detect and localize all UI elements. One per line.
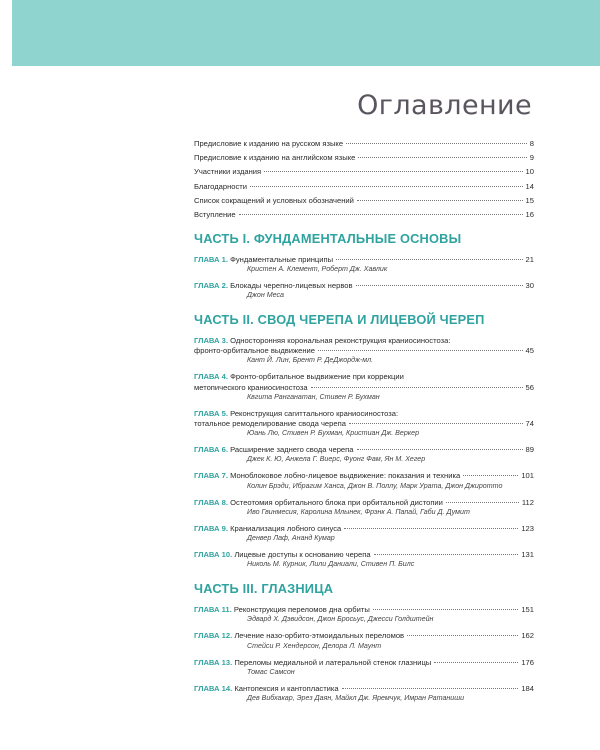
dot-leader	[374, 554, 519, 555]
table-of-contents	[194, 140, 534, 710]
page-number: 45	[525, 346, 534, 356]
chapter-title-row[interactable]	[194, 605, 534, 615]
chapter-number: ГЛАВА 9.	[194, 523, 228, 533]
front-matter-item[interactable]	[194, 211, 534, 219]
dot-leader	[250, 186, 523, 187]
toc-entry-text: Моноблоковое лобно-лицевое выдвижение: показания и техника	[230, 471, 461, 481]
chapter-entry[interactable]	[194, 445, 534, 464]
front-matter-item[interactable]	[194, 183, 534, 191]
chapter-title-row[interactable]	[194, 445, 534, 455]
chapter-prefix	[194, 605, 234, 614]
page-number: 15	[525, 195, 534, 205]
front-matter-item[interactable]	[194, 140, 534, 148]
dot-leader	[446, 502, 519, 503]
chapter-authors: Денвер Лаф, Ананд Кумар	[247, 533, 335, 542]
chapter-entry[interactable]	[194, 409, 534, 438]
chapter-number: ГЛАВА 5.	[194, 408, 228, 418]
part-heading: ЧАСТЬ II. СВОД ЧЕРЕПА И ЛИЦЕВОЙ ЧЕРЕП	[194, 311, 485, 327]
dot-leader	[342, 688, 519, 689]
chapter-authors: Дев Вибхакар, Эрез Даян, Майкл Дж. Яремчук, Имран Ратаниши	[247, 693, 465, 702]
chapter-authors: Эдвард Х. Дэвидсон, Джон Бросьус, Джесси Голдштейн	[247, 615, 434, 624]
toc-entry-text: метопического краниосиностоза	[194, 382, 308, 392]
toc-entry-text: Вступление	[194, 209, 236, 219]
toc-entry-label	[194, 605, 370, 615]
chapter-title-row[interactable]	[194, 383, 534, 393]
chapter-prefix	[194, 524, 230, 533]
chapter-entry[interactable]	[194, 372, 534, 401]
chapter-number: ГЛАВА 13.	[194, 657, 233, 667]
toc-entry-label	[194, 550, 371, 560]
part-section	[194, 231, 534, 300]
toc-entry-text: Список сокращений и условных обозначений	[194, 195, 354, 205]
page-number: 16	[525, 209, 534, 219]
chapter-entry[interactable]	[194, 255, 534, 274]
chapter-title-row[interactable]	[194, 419, 534, 429]
chapter-title-line	[194, 409, 534, 419]
chapter-title-row[interactable]	[194, 631, 534, 641]
toc-entry-label	[194, 140, 343, 148]
chapter-number: ГЛАВА 6.	[194, 445, 228, 455]
chapter-title-row[interactable]	[194, 281, 534, 291]
dot-leader	[264, 171, 522, 172]
chapter-authors: Иво Гвинмесия, Каролина Млынек, Фрэнк А. Папай, Габи Д. Думит	[247, 507, 470, 516]
chapter-entry[interactable]	[194, 498, 534, 517]
page-number: 184	[521, 683, 534, 693]
toc-entry-label	[194, 524, 341, 534]
dot-leader	[463, 475, 518, 476]
chapter-entry[interactable]	[194, 605, 534, 624]
toc-entry-text: Лицевые доступы к основанию черепа	[234, 549, 371, 559]
chapter-authors: Джек К. Ю, Анжела Г. Виерс, Фуонг Фам, Ян М. Хегер	[247, 455, 426, 464]
page-number: 74	[525, 418, 534, 428]
chapter-number: ГЛАВА 2.	[194, 280, 228, 290]
toc-entry-text: Переломы медиальной и латеральной стенок глазницы	[234, 657, 432, 667]
chapter-prefix	[194, 281, 230, 290]
dot-leader	[344, 528, 518, 529]
toc-entry-label	[194, 383, 308, 393]
chapter-authors: Николь М. Курник, Лили Даниали, Стивен П. Билс	[247, 560, 415, 569]
page-number: 151	[521, 605, 534, 615]
toc-entry-text: Краниализация лобного синуса	[230, 523, 342, 533]
toc-entry-label	[194, 211, 236, 219]
page-number: 9	[529, 153, 534, 163]
dot-leader	[407, 635, 518, 636]
chapter-title-text: Реконструкция сагиттального краниосиностоза:	[230, 408, 399, 418]
front-matter-list	[194, 140, 534, 219]
dot-leader	[346, 143, 527, 144]
toc-entry-text: фронто-орбитальное выдвижение	[194, 346, 315, 356]
dot-leader	[434, 662, 518, 663]
toc-entry-label	[194, 281, 353, 291]
chapter-title-row[interactable]	[194, 684, 534, 694]
chapter-title-text: Фронто-орбитальное выдвижение при коррекции	[230, 372, 404, 382]
page-number: 10	[525, 167, 534, 177]
toc-entry-label	[194, 684, 339, 694]
chapter-authors: Стейси Р. Хендерсон, Делора Л. Мaунт	[247, 641, 382, 650]
chapter-prefix	[194, 498, 230, 507]
toc-entry-label	[194, 183, 247, 191]
toc-entry-text: Предисловие к изданию на русском языке	[194, 139, 344, 148]
page-number: 131	[521, 549, 534, 559]
dot-leader	[318, 350, 523, 351]
part-section	[194, 581, 534, 703]
page-number: 8	[529, 139, 534, 148]
chapter-title-row[interactable]	[194, 550, 534, 560]
chapter-authors: Томас Самсон	[247, 667, 295, 676]
page-number: 14	[525, 181, 534, 191]
page-number: 21	[525, 254, 534, 264]
toc-entry-label	[194, 498, 443, 508]
chapter-entry[interactable]	[194, 631, 534, 650]
header-color-band	[12, 0, 600, 66]
front-matter-item[interactable]	[194, 154, 534, 162]
chapter-entry[interactable]	[194, 524, 534, 543]
toc-entry-label	[194, 154, 355, 162]
chapter-prefix	[194, 445, 230, 454]
dot-leader	[311, 387, 523, 388]
page-number: 123	[521, 523, 534, 533]
page-number: 101	[521, 471, 534, 481]
toc-entry-label	[194, 168, 261, 176]
part-section	[194, 312, 534, 569]
chapter-entry[interactable]	[194, 471, 534, 490]
dot-leader	[357, 449, 523, 450]
chapter-title-row[interactable]	[194, 524, 534, 534]
chapter-entry[interactable]	[194, 336, 534, 365]
dot-leader	[239, 214, 523, 215]
toc-entry-text: Остеотомия орбитального блока при орбитальной дистопии	[230, 497, 443, 507]
chapter-title-line	[194, 372, 534, 382]
chapter-entry[interactable]	[194, 281, 534, 300]
chapter-number: ГЛАВА 7.	[194, 471, 228, 481]
toc-entry-label	[194, 445, 354, 455]
chapter-number: ГЛАВА 8.	[194, 497, 228, 507]
chapter-authors: Юань Лю, Стивен Р. Бухман, Кристиан Дж. Веркер	[247, 429, 420, 438]
chapter-prefix	[194, 255, 230, 264]
toc-entry-text: Блокады черепно-лицевых нервов	[230, 280, 353, 290]
chapter-number: ГЛАВА 14.	[194, 683, 233, 693]
toc-entry-text: тотальное ремоделирование свода черепа	[194, 418, 346, 428]
part-heading: ЧАСТЬ III. ГЛАЗНИЦА	[194, 581, 334, 597]
parts-list	[194, 231, 534, 703]
chapter-entry[interactable]	[194, 550, 534, 569]
part-heading: ЧАСТЬ I. ФУНДАМЕНТАЛЬНЫЕ ОСНОВЫ	[194, 230, 462, 246]
toc-entry-label	[194, 419, 346, 429]
chapter-entry[interactable]	[194, 658, 534, 677]
chapter-prefix	[194, 471, 230, 480]
toc-entry-text: Расширение заднего свода черепа	[230, 445, 354, 455]
toc-entry-text: Лечение назо-орбито-этмоидальных переломов	[234, 631, 405, 641]
toc-entry-label	[194, 471, 460, 481]
page-number: 162	[521, 631, 534, 641]
chapter-entry[interactable]	[194, 684, 534, 703]
page-number: 112	[521, 497, 534, 507]
chapter-title-row[interactable]	[194, 255, 534, 265]
page-number: 30	[525, 280, 534, 290]
page-number: 89	[525, 445, 534, 455]
chapter-title-text: Односторонняя корональная реконструкция краниосиностоза:	[230, 335, 451, 345]
chapter-number: ГЛАВА 4.	[194, 372, 228, 382]
chapter-number: ГЛАВА 12.	[194, 631, 233, 641]
dot-leader	[357, 200, 523, 201]
toc-entry-label	[194, 346, 315, 356]
toc-entry-label	[194, 197, 354, 205]
front-matter-item[interactable]	[194, 197, 534, 205]
dot-leader	[373, 609, 519, 610]
chapter-number: ГЛАВА 1.	[194, 254, 228, 264]
toc-entry-text: Кантопексия и кантопластика	[234, 683, 339, 693]
chapter-authors: Квгита Ранганатан, Стивен Р. Бухман	[247, 392, 380, 401]
toc-entry-text: Фундаментальные принципы	[230, 254, 334, 264]
chapter-title-row[interactable]	[194, 498, 534, 508]
chapter-number: ГЛАВА 10.	[194, 549, 233, 559]
toc-entry-text: Предисловие к изданию на английском языке	[194, 153, 356, 163]
toc-entry-text: Реконструкция переломов дна орбиты	[233, 605, 370, 615]
chapter-prefix	[194, 550, 234, 559]
toc-entry-text: Благодарности	[194, 181, 248, 191]
chapter-number: ГЛАВА 3.	[194, 335, 228, 345]
chapter-number: ГЛАВА 11.	[194, 605, 232, 615]
dot-leader	[356, 285, 523, 286]
chapter-authors: Кант Й. Лин, Брент Р. ДеДжордж-мл.	[247, 356, 374, 365]
chapter-prefix	[194, 658, 234, 667]
dot-leader	[349, 423, 523, 424]
toc-entry-label	[194, 631, 404, 641]
chapter-authors: Колин Брэди, Ибрагим Ханса, Джон В. Поллy, Марк Урата, Джон Джиротто	[247, 481, 503, 490]
toc-entry-label	[194, 255, 333, 265]
chapter-authors: Кристен А. Клемент, Роберт Дж. Хавлик	[247, 264, 388, 273]
page-number: 56	[525, 382, 534, 392]
front-matter-item[interactable]	[194, 168, 534, 176]
chapter-title-line	[194, 336, 534, 346]
dot-leader	[358, 157, 526, 158]
page-number: 176	[521, 657, 534, 667]
toc-entry-text: Участники издания	[194, 167, 262, 177]
chapter-title-row[interactable]	[194, 346, 534, 356]
page-title: Оглавление	[357, 90, 532, 122]
chapter-prefix	[194, 684, 234, 693]
chapter-title-row[interactable]	[194, 471, 534, 481]
toc-entry-label	[194, 658, 431, 668]
chapter-prefix	[194, 631, 234, 640]
dot-leader	[336, 259, 522, 260]
chapter-authors: Джон Меса	[247, 290, 284, 299]
chapter-title-row[interactable]	[194, 658, 534, 668]
